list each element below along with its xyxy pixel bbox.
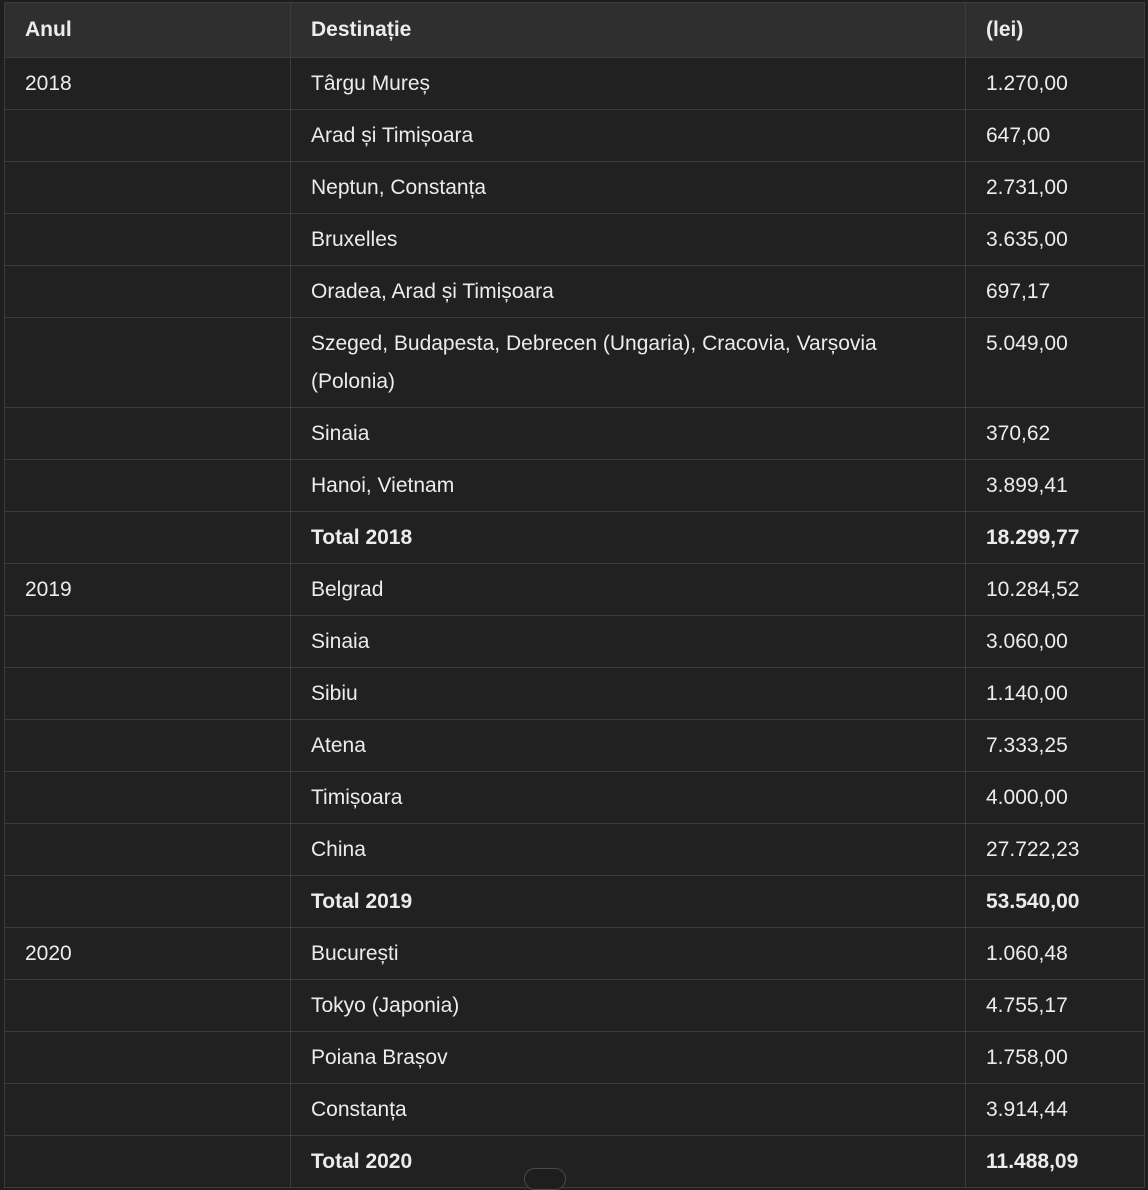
table-body [5,58,1145,1188]
year-cell [5,876,291,928]
destination-cell: Timișoara [291,772,966,824]
year-cell [5,214,291,266]
table-row [5,318,1145,408]
year-cell [5,318,291,408]
destination-cell: Arad și Timișoara [291,110,966,162]
destination-cell: Sinaia [291,616,966,668]
destination-cell: Oradea, Arad și Timișoara [291,266,966,318]
amount-cell: 1.140,00 [966,668,1145,720]
table-row [5,408,1145,460]
travel-expenses-table-container [4,2,1144,1188]
table-row [5,110,1145,162]
total-row [5,876,1145,928]
year-cell: 2020 [5,928,291,980]
total-label-cell: Total 2020 [291,1136,966,1188]
table-row [5,928,1145,980]
amount-cell: 697,17 [966,266,1145,318]
destination-cell: Bruxelles [291,214,966,266]
total-row [5,512,1145,564]
table-row [5,668,1145,720]
year-cell [5,266,291,318]
destination-cell: Hanoi, Vietnam [291,460,966,512]
destination-cell: Sinaia [291,408,966,460]
year-cell [5,512,291,564]
year-cell: 2019 [5,564,291,616]
header-amount: (lei) [966,3,1145,58]
table-row [5,162,1145,214]
year-cell [5,616,291,668]
amount-cell: 3.060,00 [966,616,1145,668]
destination-cell: Szeged, Budapesta, Debrecen (Ungaria), Cracovia, Varșovia (Polonia) [291,318,966,408]
table-row [5,824,1145,876]
header-row [5,3,1145,58]
table-row [5,564,1145,616]
year-cell [5,408,291,460]
total-amount-cell: 53.540,00 [966,876,1145,928]
table-row [5,772,1145,824]
destination-cell: Neptun, Constanța [291,162,966,214]
table-row [5,616,1145,668]
destination-cell: Constanța [291,1084,966,1136]
travel-expenses-table [4,2,1145,1188]
amount-cell: 10.284,52 [966,564,1145,616]
total-label-cell: Total 2018 [291,512,966,564]
destination-cell: Tokyo (Japonia) [291,980,966,1032]
table-header [5,3,1145,58]
table-row [5,980,1145,1032]
amount-cell: 370,62 [966,408,1145,460]
table-row [5,460,1145,512]
amount-cell: 3.635,00 [966,214,1145,266]
year-cell [5,162,291,214]
destination-cell: București [291,928,966,980]
scroll-down-handle[interactable] [524,1168,566,1190]
amount-cell: 2.731,00 [966,162,1145,214]
table-row [5,214,1145,266]
destination-cell: Belgrad [291,564,966,616]
year-cell: 2018 [5,58,291,110]
amount-cell: 4.000,00 [966,772,1145,824]
amount-cell: 1.060,48 [966,928,1145,980]
amount-cell: 647,00 [966,110,1145,162]
amount-cell: 27.722,23 [966,824,1145,876]
header-destination: Destinație [291,3,966,58]
year-cell [5,720,291,772]
amount-cell: 1.270,00 [966,58,1145,110]
table-row [5,720,1145,772]
year-cell [5,980,291,1032]
total-amount-cell: 11.488,09 [966,1136,1145,1188]
amount-cell: 3.914,44 [966,1084,1145,1136]
table-row [5,1084,1145,1136]
destination-cell: Atena [291,720,966,772]
year-cell [5,460,291,512]
amount-cell: 7.333,25 [966,720,1145,772]
destination-cell: Poiana Brașov [291,1032,966,1084]
destination-cell: Târgu Mureș [291,58,966,110]
amount-cell: 5.049,00 [966,318,1145,408]
table-row [5,58,1145,110]
total-amount-cell: 18.299,77 [966,512,1145,564]
amount-cell: 3.899,41 [966,460,1145,512]
table-row [5,266,1145,318]
destination-cell: China [291,824,966,876]
year-cell [5,1084,291,1136]
table-row [5,1032,1145,1084]
total-label-cell: Total 2019 [291,876,966,928]
year-cell [5,824,291,876]
amount-cell: 1.758,00 [966,1032,1145,1084]
year-cell [5,772,291,824]
year-cell [5,1032,291,1084]
year-cell [5,110,291,162]
year-cell [5,668,291,720]
header-year: Anul [5,3,291,58]
amount-cell: 4.755,17 [966,980,1145,1032]
destination-cell: Sibiu [291,668,966,720]
